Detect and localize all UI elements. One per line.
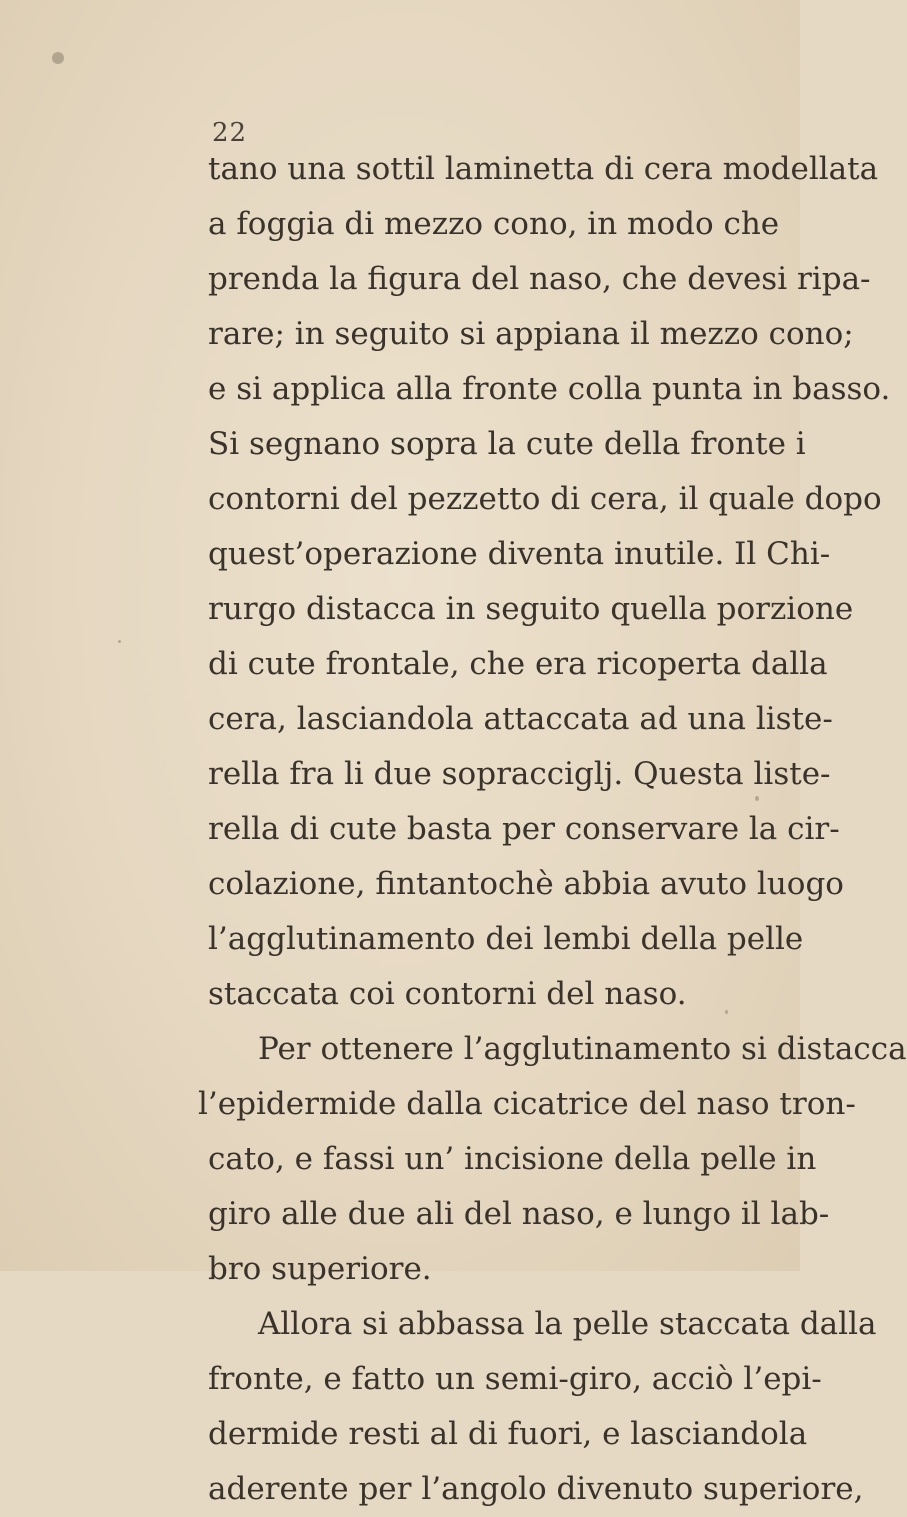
text-line: dermide resti al di fuori, e lasciandola — [208, 1416, 808, 1452]
text-line: contorni del pezzetto di cera, il quale dopo — [208, 481, 882, 517]
text-line-paragraph-start: Per ottenere l’agglutinamento si distacca — [258, 1031, 907, 1067]
text-line: l’agglutinamento dei lembi della pelle — [208, 921, 804, 957]
text-line: e si applica alla fronte colla punta in basso. — [208, 371, 891, 407]
text-line: rella di cute basta per conservare la cir- — [208, 811, 840, 847]
text-line-paragraph-start: Allora si abbassa la pelle staccata dalla — [258, 1306, 877, 1342]
page-number: 22 — [212, 118, 248, 148]
text-line: Si segnano sopra la cute della fronte i — [208, 426, 806, 462]
text-line: bro superiore. — [208, 1251, 432, 1287]
text-line: cato, e fassi un’ incisione della pelle in — [208, 1141, 817, 1177]
text-line: staccata coi contorni del naso. — [208, 976, 687, 1012]
text-line: aderente per l’angolo divenuto superiore, — [208, 1471, 864, 1507]
text-line: di cute frontale, che era ricoperta dalla — [208, 646, 828, 682]
text-line: quest’operazione diventa inutile. Il Chi- — [208, 536, 831, 572]
paper-stain — [52, 52, 64, 64]
text-line: rella fra li due sopracciglj. Questa liste- — [208, 756, 831, 792]
paper-speck — [118, 640, 121, 643]
text-line: cera, lasciandola attaccata ad una liste- — [208, 701, 833, 737]
body-text — [198, 142, 907, 1517]
text-line: colazione, fintantochè abbia avuto luogo — [208, 866, 844, 902]
text-line: l’epidermide dalla cicatrice del naso tron- — [198, 1086, 856, 1122]
text-line: prenda la figura del naso, che devesi ripa- — [208, 261, 871, 297]
text-line: rurgo distacca in seguito quella porzione — [208, 591, 854, 627]
paper-speck — [755, 796, 759, 801]
text-line: giro alle due ali del naso, e lungo il lab- — [208, 1196, 830, 1232]
text-line: rare; in seguito si appiana il mezzo cono; — [208, 316, 854, 352]
text-line: tano una sottil laminetta di cera modellata — [208, 151, 879, 187]
text-line: a foggia di mezzo cono, in modo che — [208, 206, 780, 242]
text-line: fronte, e fatto un semi-giro, acciò l’epi- — [208, 1361, 822, 1397]
